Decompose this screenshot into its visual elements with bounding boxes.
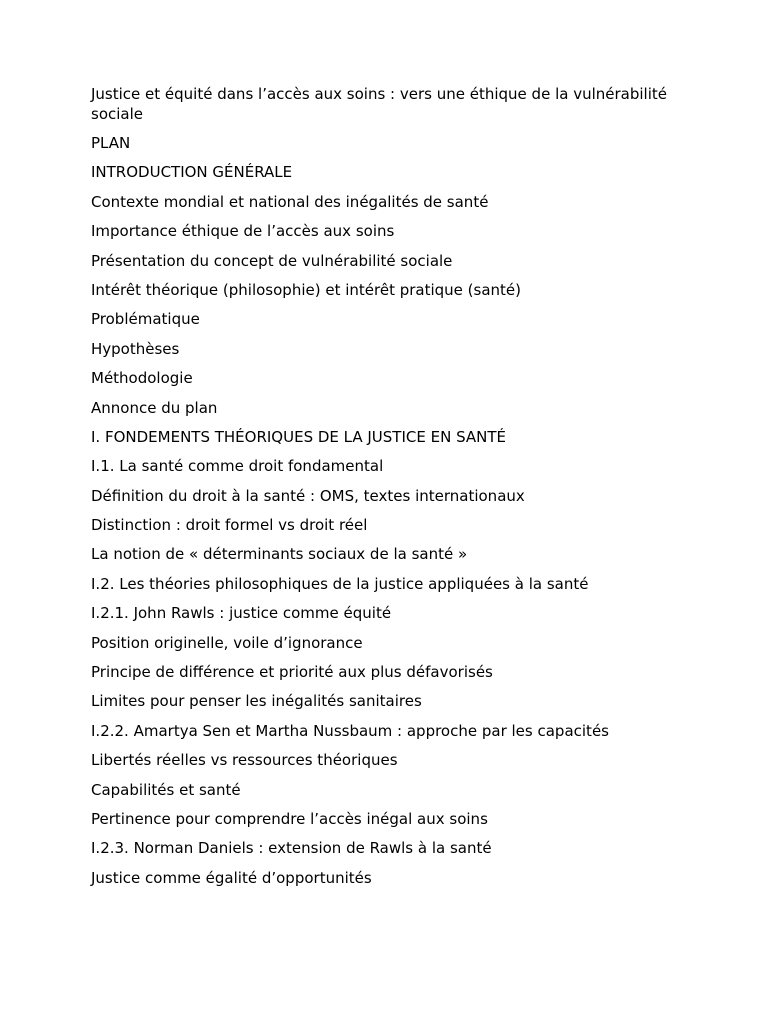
section-heading: I. FONDEMENTS THÉORIQUES DE LA JUSTICE EN SANTÉ: [91, 427, 507, 446]
document-page: [91, 84, 691, 897]
document-line: Pertinence pour comprendre l’accès inégal aux soins: [91, 809, 488, 828]
document-line: Présentation du concept de vulnérabilité sociale: [91, 251, 453, 270]
document-line: Importance éthique de l’accès aux soins: [91, 222, 395, 241]
document-title: Justice et équité dans l’accès aux soins : vers une éthique de la vulnérabilité sociale: [91, 85, 667, 123]
document-line: Hypothèses: [91, 339, 180, 358]
document-line: PLAN: [91, 134, 131, 152]
document-line: Distinction : droit formel vs droit réel: [91, 516, 368, 535]
document-line: Annonce du plan: [91, 398, 218, 417]
document-line: Position originelle, voile d’ignorance: [91, 633, 363, 652]
document-line: Méthodologie: [91, 369, 193, 388]
document-line: Justice comme égalité d’opportunités: [91, 868, 372, 887]
document-line: Contexte mondial et national des inégalités de santé: [91, 192, 489, 211]
subsection-heading: I.2.1. John Rawls : justice comme équité: [91, 604, 392, 623]
subsection-heading: I.2. Les théories philosophiques de la justice appliquées à la santé: [91, 574, 589, 593]
document-line: La notion de « déterminants sociaux de la santé »: [91, 545, 468, 564]
subsection-heading: I.1. La santé comme droit fondamental: [91, 457, 384, 476]
document-line: INTRODUCTION GÉNÉRALE: [91, 163, 293, 182]
document-line: Capabilités et santé: [91, 780, 241, 799]
subsection-heading: I.2.2. Amartya Sen et Martha Nussbaum : approche par les capacités: [91, 721, 609, 740]
document-line: Problématique: [91, 310, 200, 329]
document-line: Limites pour penser les inégalités sanitaires: [91, 692, 422, 711]
document-line: Intérêt théorique (philosophie) et intérêt pratique (santé): [91, 280, 521, 299]
subsection-heading: I.2.3. Norman Daniels : extension de Rawls à la santé: [91, 839, 492, 858]
document-line: Libertés réelles vs ressources théoriques: [91, 751, 398, 770]
document-line: Principe de différence et priorité aux plus défavorisés: [91, 663, 493, 682]
document-line: Définition du droit à la santé : OMS, textes internationaux: [91, 486, 525, 505]
